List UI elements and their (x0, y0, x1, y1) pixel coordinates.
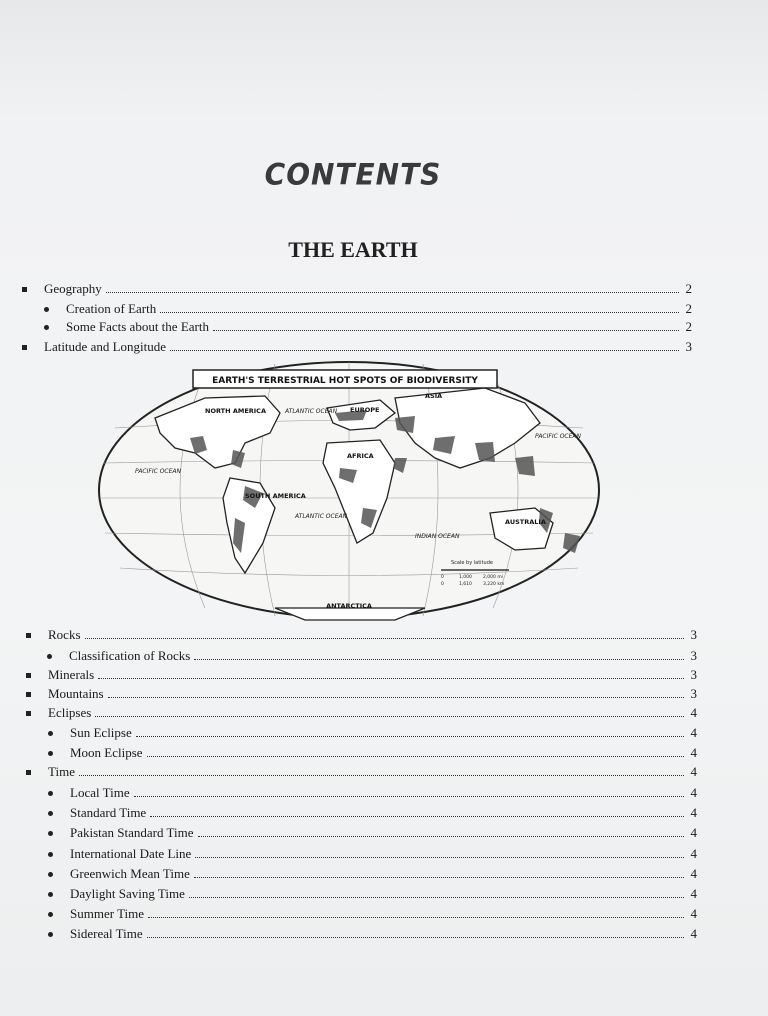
toc-page-number: 3 (690, 686, 697, 701)
toc-entry[interactable] (48, 784, 697, 802)
toc-entry[interactable] (22, 338, 692, 356)
toc-page-number: 2 (685, 301, 692, 316)
label-australia: AUSTRALIA (505, 518, 546, 526)
toc-entry[interactable] (48, 744, 697, 762)
dot-leader (108, 696, 684, 698)
label-pacific-ocean-east: PACIFIC OCEAN (535, 433, 581, 440)
toc-label: Standard Time (70, 805, 147, 820)
toc-page-number: 4 (690, 805, 697, 820)
toc-page-number: 3 (690, 648, 697, 663)
round-bullet-icon (48, 831, 53, 836)
toc-label: Daylight Saving Time (70, 886, 185, 901)
round-bullet-icon (48, 892, 53, 897)
round-bullet-icon (48, 872, 53, 877)
square-bullet-icon (26, 673, 31, 678)
scale-value: 2,000 mi (483, 575, 503, 580)
label-africa: AFRICA (347, 452, 374, 460)
round-bullet-icon (48, 811, 53, 816)
square-bullet-icon (26, 633, 31, 638)
toc-label: Moon Eclipse (70, 745, 143, 760)
dot-leader (189, 896, 684, 898)
toc-label: Geography (44, 281, 102, 296)
dot-leader (150, 815, 684, 817)
dot-leader (134, 795, 684, 797)
label-north-america: NORTH AMERICA (205, 407, 266, 415)
toc-entry[interactable] (44, 300, 692, 318)
dot-leader (194, 876, 684, 878)
toc-label: Creation of Earth (66, 301, 157, 316)
toc-entry[interactable] (22, 280, 692, 298)
dot-leader (213, 329, 679, 331)
toc-label: Local Time (70, 785, 130, 800)
square-bullet-icon (22, 345, 27, 350)
toc-entry[interactable] (26, 666, 697, 684)
dot-leader (147, 755, 684, 757)
dot-leader (147, 936, 684, 938)
toc-label: Sidereal Time (70, 926, 143, 941)
toc-label: International Date Line (70, 846, 192, 861)
square-bullet-icon (26, 770, 31, 775)
toc-page-number: 4 (690, 906, 697, 921)
dot-leader (85, 637, 685, 639)
scale-value: 3,220 km (483, 582, 505, 587)
label-atlantic-ocean-south: ATLANTIC OCEAN (295, 513, 348, 520)
toc-label: Summer Time (70, 906, 145, 921)
toc-entry[interactable] (26, 626, 697, 644)
toc-page-number: 2 (685, 319, 692, 334)
toc-entry[interactable] (48, 925, 697, 943)
toc-label: Mountains (48, 686, 104, 701)
section-title: THE EARTH (288, 237, 418, 262)
dot-leader (106, 291, 679, 293)
toc-label: Classification of Rocks (69, 648, 191, 663)
toc-page-number: 2 (685, 281, 692, 296)
toc-label: Greenwich Mean Time (70, 866, 190, 881)
toc-entry[interactable] (26, 685, 697, 703)
toc-page-number: 4 (690, 926, 697, 941)
square-bullet-icon (22, 287, 27, 292)
scale-value: 1,610 (459, 582, 472, 587)
label-south-america: SOUTH AMERICA (245, 492, 306, 500)
toc-label: Eclipses (48, 705, 92, 720)
toc-entry[interactable] (44, 318, 692, 336)
label-indian-ocean: INDIAN OCEAN (415, 533, 460, 540)
toc-page-number: 4 (690, 785, 697, 800)
label-antarctica: ANTARCTICA (326, 602, 372, 610)
round-bullet-icon (48, 751, 53, 756)
label-atlantic-ocean-north: ATLANTIC OCEAN (285, 408, 338, 415)
toc-page-number: 4 (690, 725, 697, 740)
toc-label: Latitude and Longitude (44, 339, 167, 354)
toc-entry[interactable] (48, 824, 697, 842)
scale-title: Scale by latitude (451, 560, 493, 566)
toc-entry[interactable] (48, 724, 697, 742)
world-map-svg (95, 358, 603, 622)
dot-leader (160, 311, 679, 313)
round-bullet-icon (48, 852, 53, 857)
toc-label: Some Facts about the Earth (66, 319, 209, 334)
toc-entry[interactable] (26, 763, 697, 781)
round-bullet-icon (48, 791, 53, 796)
toc-page-number: 4 (690, 866, 697, 881)
toc-page-number: 3 (690, 667, 697, 682)
toc-page-number: 4 (690, 705, 697, 720)
toc-label: Minerals (48, 667, 95, 682)
dot-leader (95, 715, 684, 717)
dot-leader (198, 835, 684, 837)
label-pacific-ocean-west: PACIFIC OCEAN (135, 468, 181, 475)
round-bullet-icon (44, 325, 49, 330)
square-bullet-icon (26, 711, 31, 716)
round-bullet-icon (44, 307, 49, 312)
dot-leader (136, 735, 684, 737)
dot-leader (148, 916, 684, 918)
dot-leader (170, 349, 679, 351)
toc-entry[interactable] (48, 845, 697, 863)
dot-leader (194, 658, 684, 660)
round-bullet-icon (48, 731, 53, 736)
toc-page-number: 3 (685, 339, 692, 354)
toc-label: Sun Eclipse (70, 725, 132, 740)
toc-label: Pakistan Standard Time (70, 825, 194, 840)
scale-value: 0 (441, 582, 444, 587)
toc-entry[interactable] (48, 865, 697, 883)
toc-page-number: 4 (690, 846, 697, 861)
toc-page-number: 4 (690, 886, 697, 901)
round-bullet-icon (47, 654, 52, 659)
toc-entry[interactable] (48, 905, 697, 923)
toc-label: Rocks (48, 627, 81, 642)
dot-leader (98, 677, 684, 679)
toc-entry[interactable] (48, 804, 697, 822)
toc-page-number: 4 (690, 764, 697, 779)
toc-entry[interactable] (26, 704, 697, 722)
contents-heading: CONTENTS (264, 157, 442, 192)
toc-label: Time (48, 764, 75, 779)
round-bullet-icon (48, 932, 53, 937)
toc-page-number: 4 (690, 745, 697, 760)
dot-leader (79, 774, 684, 776)
label-europe: EUROPE (350, 406, 380, 414)
scale-value: 0 (441, 575, 444, 580)
toc-entry[interactable] (47, 647, 697, 665)
scale-value: 1,000 (459, 575, 472, 580)
toc-page-number: 4 (690, 825, 697, 840)
biodiversity-world-map (95, 358, 603, 622)
round-bullet-icon (48, 912, 53, 917)
toc-entry[interactable] (48, 885, 697, 903)
square-bullet-icon (26, 692, 31, 697)
label-asia: ASIA (425, 392, 443, 400)
dot-leader (195, 856, 684, 858)
toc-page-number: 3 (690, 627, 697, 642)
map-title: EARTH'S TERRESTRIAL HOT SPOTS OF BIODIVERSITY (212, 376, 478, 386)
